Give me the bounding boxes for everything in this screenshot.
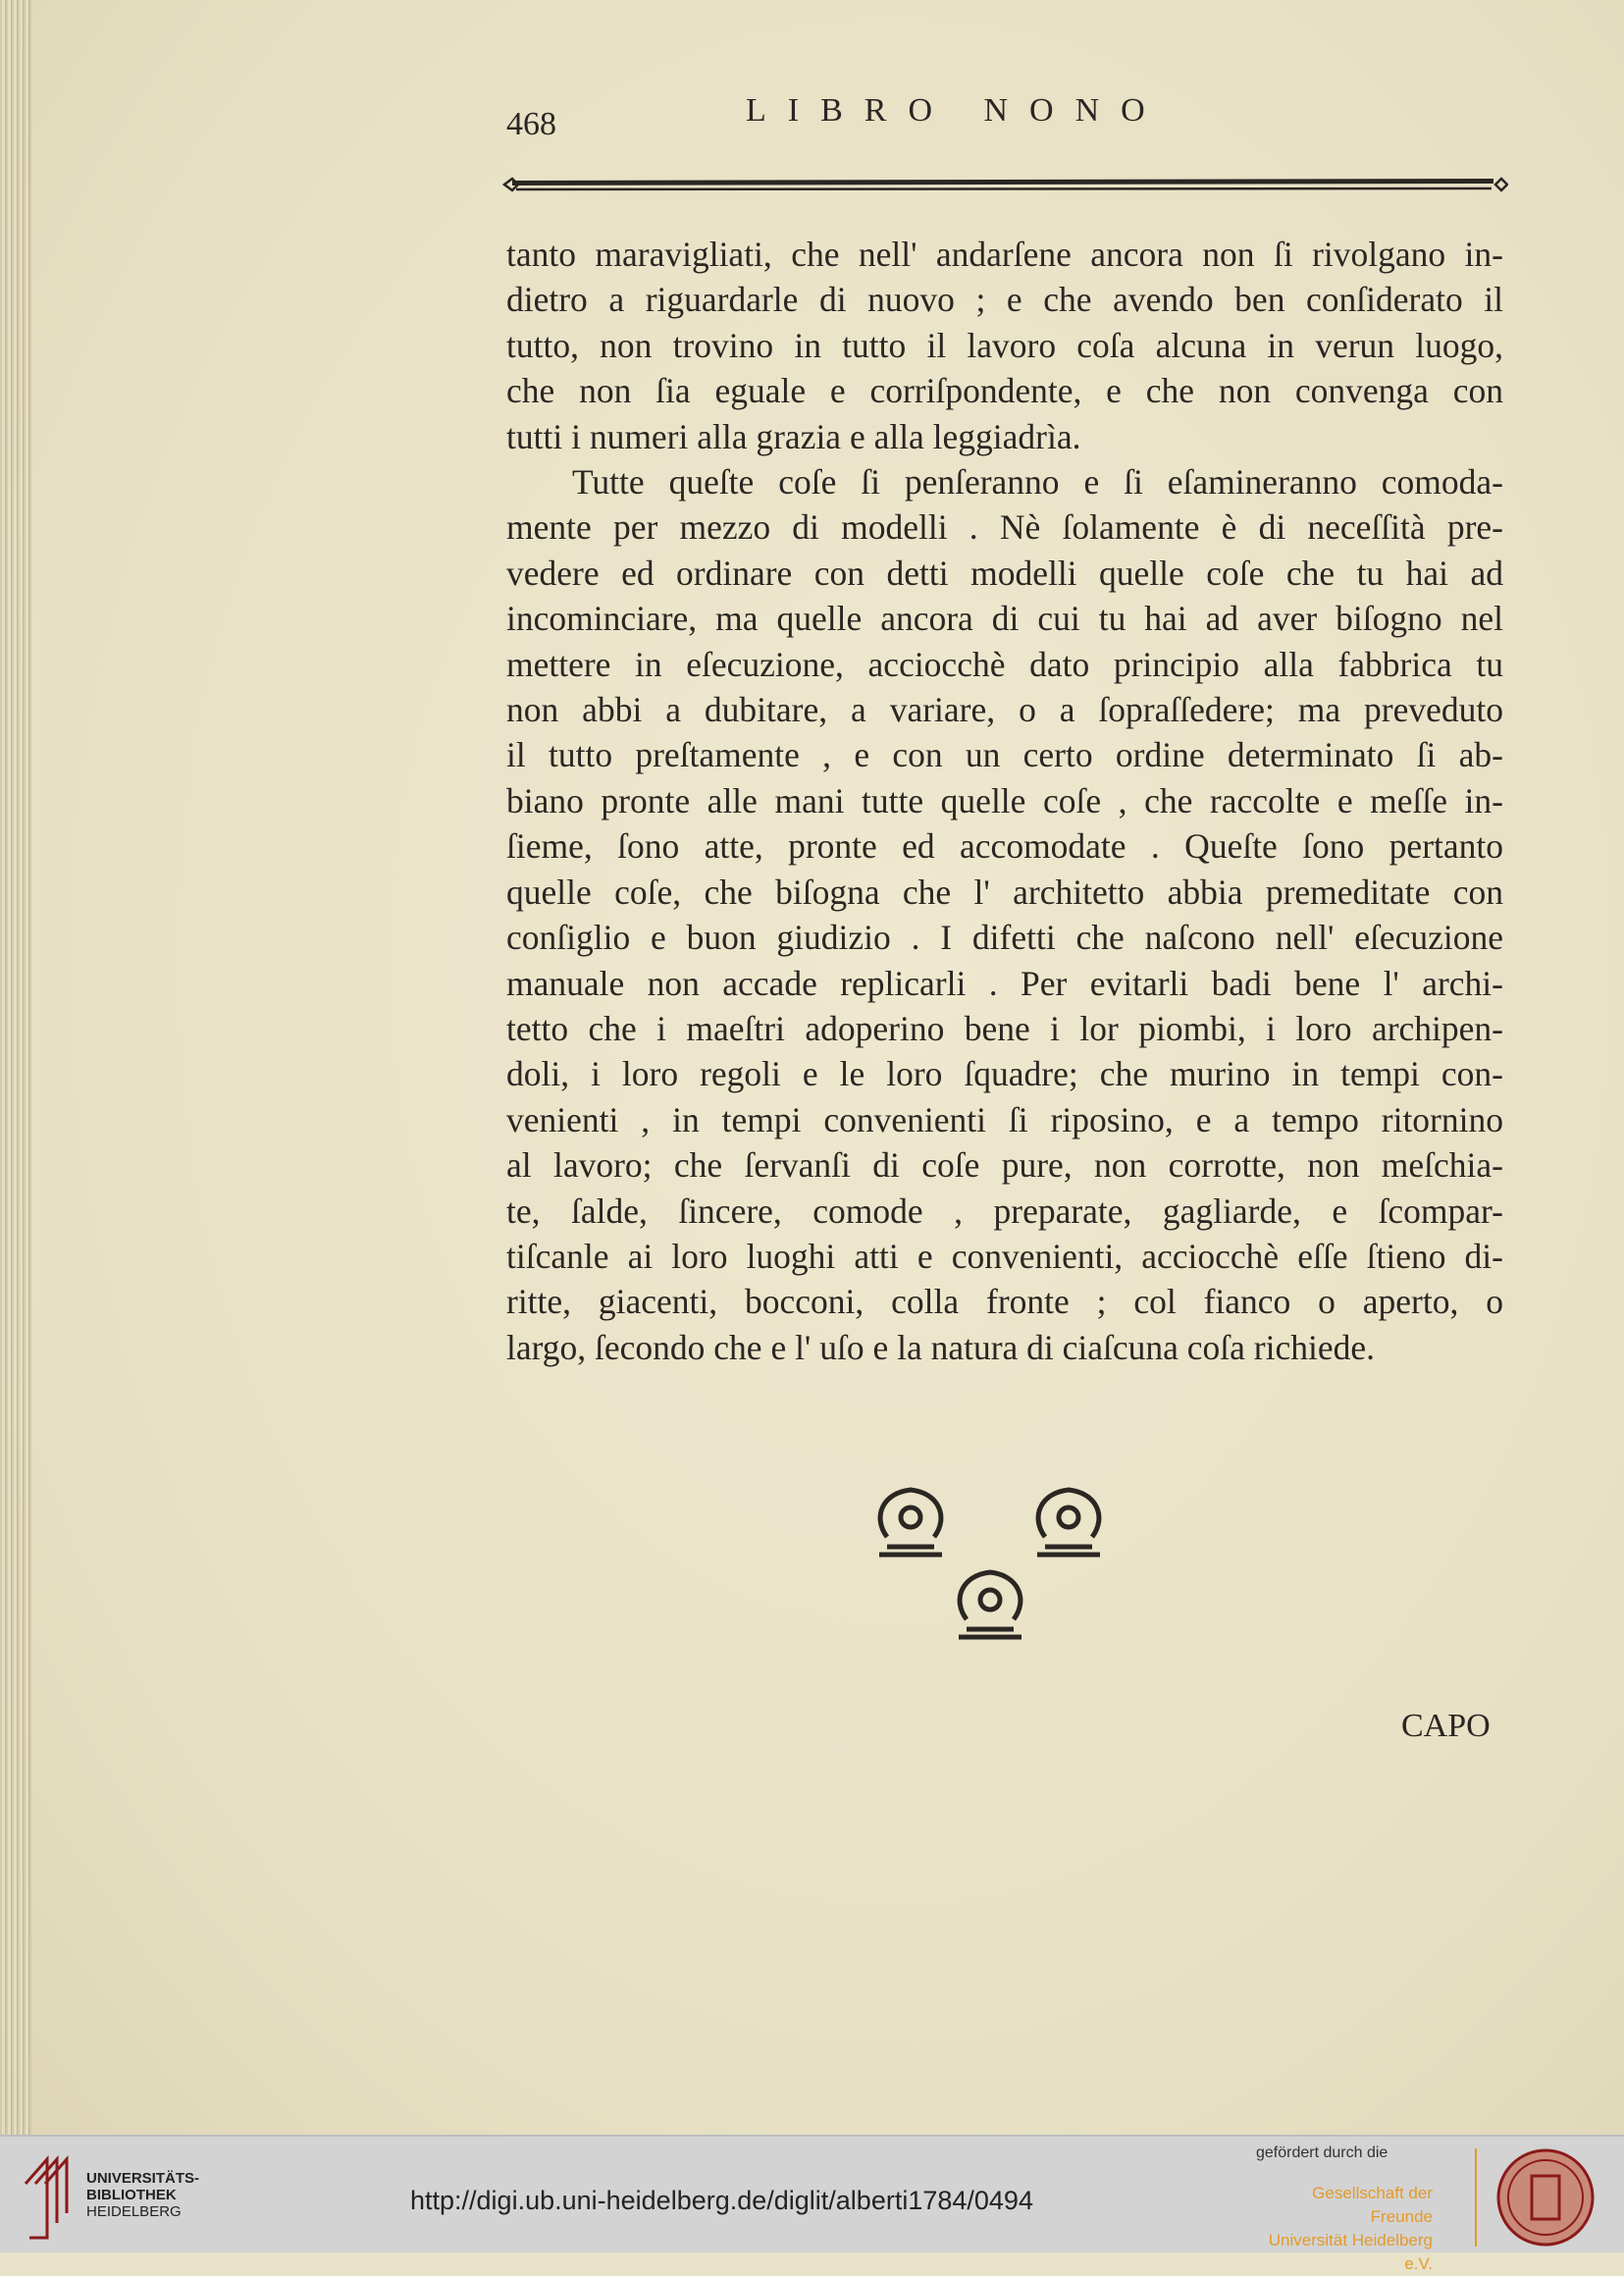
library-line: BIBLIOTHEK [86, 2187, 177, 2203]
running-head: LIBRO NONO [746, 92, 1167, 129]
text-line: mente per mezzo di modelli . Nè ſolamente è di neceſſità pre- [506, 507, 1503, 548]
text-line: tutti i numeri alla grazia e alla leggiadrìa. [506, 416, 1081, 456]
society-name [1254, 2182, 1433, 2276]
footer-bar [0, 2135, 1624, 2273]
text-line: largo, ſecondo che e l' uſo e la natura di ciaſcuna coſa richiede. [506, 1327, 1375, 1367]
text-line: non abbi a dubitare, a variare, o a ſopraſſedere; ma preveduto [506, 690, 1503, 730]
body-text [506, 232, 1503, 1370]
divider [1475, 2148, 1477, 2247]
text-line: ritte, giacenti, bocconi, colla fronte ; col fianco o aperto, o [506, 1282, 1503, 1322]
text-line: mettere in eſecuzione, acciocchè dato principio alla fabbrica tu [506, 644, 1503, 684]
text-line: venienti , in tempi convenienti ſi riposino, e a tempo ritornino [506, 1099, 1503, 1139]
funded-by-label: gefördert durch die [1256, 2144, 1388, 2161]
text-line: conſiglio e buon giudizio . I difetti che naſcono nell' eſecuzione [506, 918, 1503, 958]
text-line: biano pronte alle mani tutte quelle coſe , che raccolte e meſſe in- [506, 780, 1503, 820]
text-line: tanto maravigliati, che nell' andarſene ancora non ſi rivolgano in- [506, 235, 1503, 274]
text-line: ſieme, ſono atte, pronte ed accomodate . Queſte ſono pertanto [506, 826, 1503, 867]
text-line: tutto, non trovino in tutto il lavoro coſa alcuna in verun luogo, [506, 325, 1503, 365]
catchword: CAPO [1401, 1708, 1491, 1744]
text-line: al lavoro; che ſervanſi di coſe pure, non corrotte, non meſchia- [506, 1145, 1503, 1186]
fleuron-ornament [867, 1478, 954, 1561]
fleuron-ornament [947, 1561, 1033, 1643]
fleuron-ornament [1025, 1478, 1112, 1561]
text-line: vedere ed ordinare con detti modelli quelle coſe che tu hai ad [506, 553, 1503, 593]
library-name [86, 2170, 199, 2220]
text-line: dietro a riguardarle di nuovo ; e che avendo ben conſiderato il [506, 280, 1503, 320]
page-stack-edge [0, 0, 31, 2135]
text-line: che non ſia eguale e corriſpondente, e che non convenga con [506, 371, 1503, 411]
page-number: 468 [506, 106, 556, 142]
text-line: quelle coſe, che biſogna che l' architetto abbia premeditate con [506, 872, 1503, 912]
society-line: Gesellschaft der Freunde [1312, 2184, 1433, 2226]
text-line: il tutto preſtamente , e con un certo ordine determinato ſi ab- [506, 735, 1503, 775]
header-rule [502, 173, 1508, 194]
text-line: te, ſalde, ſincere, comode , preparate, gagliarde, e ſcompar- [506, 1191, 1503, 1231]
library-line: UNIVERSITÄTS- [86, 2170, 200, 2187]
ub-heidelberg-logo [18, 2154, 77, 2243]
university-seal-icon [1496, 2148, 1595, 2247]
permalink-url[interactable]: http://digi.ub.uni-heidelberg.de/diglit/alberti1784/0494 [410, 2186, 1033, 2215]
text-line: Tutte queſte coſe ſi penſeranno e ſi eſamineranno comoda- [572, 462, 1503, 503]
text-line: tetto che i maeſtri adoperino bene i lor piombi, i loro archipen- [506, 1008, 1503, 1048]
society-line: Universität Heidelberg e.V. [1268, 2231, 1433, 2273]
text-line: doli, i loro regoli e le loro ſquadre; che murino in tempi con- [506, 1054, 1503, 1094]
text-line: manuale non accade replicarli . Per evitarli badi bene l' archi- [506, 963, 1503, 1003]
text-line: tiſcanle ai loro luoghi atti e convenienti, acciocchè eſſe ſtieno di- [506, 1236, 1503, 1276]
library-line: HEIDELBERG [86, 2203, 182, 2220]
text-line: incominciare, ma quelle ancora di cui tu hai ad aver biſogno nel [506, 599, 1503, 639]
